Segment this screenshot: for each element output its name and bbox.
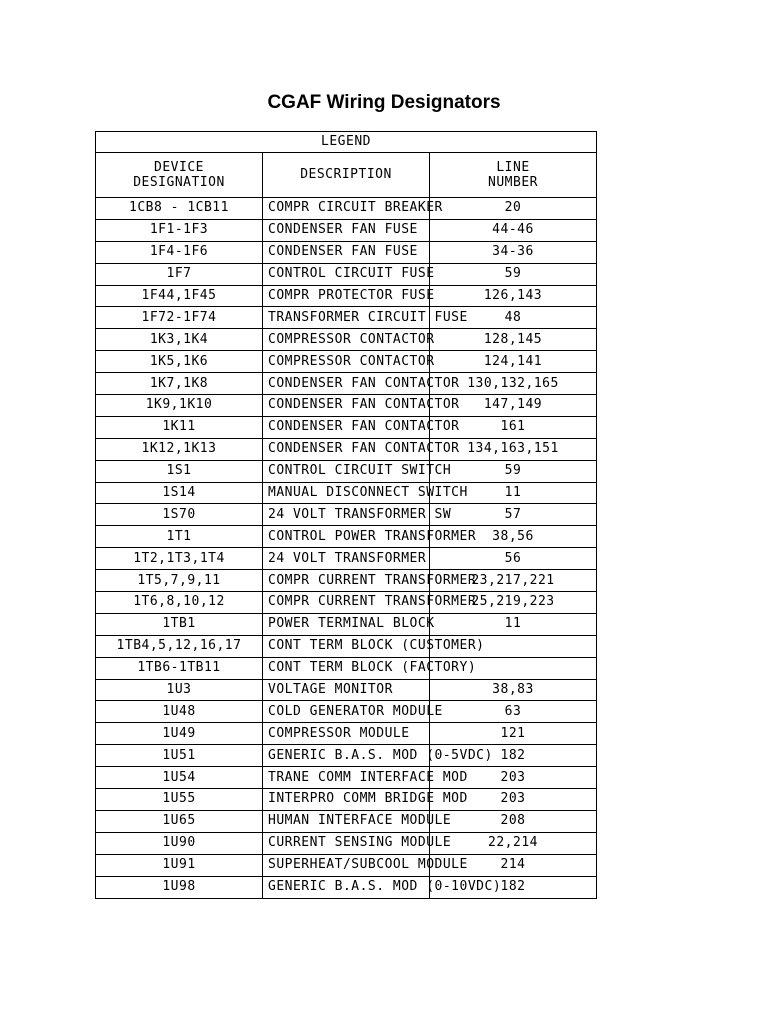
device-designation-cell: 1U91 [96,854,263,876]
table-row [96,526,597,548]
table-row [96,592,597,614]
device-designation-cell: 1T5,7,9,11 [96,570,263,592]
device-designation-cell: 1K11 [96,416,263,438]
description-cell: TRANSFORMER CIRCUIT FUSE [263,307,430,329]
device-designation-cell: 1CB8 - 1CB11 [96,198,263,220]
device-designation-cell: 1U65 [96,810,263,832]
device-designation-cell: 1F72-1F74 [96,307,263,329]
line-number-cell: 59 [430,263,597,285]
line-number-cell: 203 [430,767,597,789]
line-number-cell: 57 [430,504,597,526]
device-header-line1: DEVICE [154,160,204,175]
description-cell: CONTROL POWER TRANSFORMER [263,526,430,548]
table-row [96,263,597,285]
description-cell: 24 VOLT TRANSFORMER SW [263,504,430,526]
description-cell: COMPRESSOR CONTACTOR [263,351,430,373]
line-number-cell: 128,145 [430,329,597,351]
description-cell: CONT TERM BLOCK (FACTORY) [263,657,430,679]
line-number-cell: 126,143 [430,285,597,307]
description-cell: COMPR CIRCUIT BREAKER [263,198,430,220]
description-cell: HUMAN INTERFACE MODULE [263,810,430,832]
table-row [96,351,597,373]
line-number-cell: 121 [430,723,597,745]
table-row [96,745,597,767]
device-designation-cell: 1U48 [96,701,263,723]
table-row [96,679,597,701]
legend-heading: LEGEND [96,132,597,153]
line-number-cell: 208 [430,810,597,832]
device-designation-header [96,153,263,198]
description-cell: CONDENSER FAN FUSE [263,219,430,241]
line-number-cell: 56 [430,548,597,570]
line-number-cell: 130,132,165 [430,373,597,395]
device-designation-cell: 1F1-1F3 [96,219,263,241]
description-cell: CONDENSER FAN CONTACTOR [263,416,430,438]
line-number-cell: 38,83 [430,679,597,701]
line-number-cell: 11 [430,613,597,635]
description-cell: GENERIC B.A.S. MOD (0-5VDC) [263,745,430,767]
description-cell: INTERPRO COMM BRIDGE MOD [263,789,430,811]
device-designation-cell: 1U90 [96,832,263,854]
table-row [96,504,597,526]
table-row [96,307,597,329]
table-row [96,373,597,395]
description-cell: CONTROL CIRCUIT FUSE [263,263,430,285]
line-number-cell: 134,163,151 [430,438,597,460]
page-title: CGAF Wiring Designators [267,92,501,113]
description-cell: TRANE COMM INTERFACE MOD [263,767,430,789]
table-row [96,723,597,745]
description-cell: COMPRESSOR MODULE [263,723,430,745]
line-number-cell: 22,214 [430,832,597,854]
table-row [96,701,597,723]
table-row [96,482,597,504]
table-row [96,285,597,307]
line-number-cell: 20 [430,198,597,220]
table-row [96,219,597,241]
table-row [96,329,597,351]
description-cell: CONDENSER FAN CONTACTOR [263,373,430,395]
line-number-cell: 44-46 [430,219,597,241]
line-number-cell: 124,141 [430,351,597,373]
legend-row [96,132,597,153]
line-number-cell: 23,217,221 [430,570,597,592]
description-cell: VOLTAGE MONITOR [263,679,430,701]
description-cell: CONDENSER FAN CONTACTOR [263,395,430,417]
device-designation-cell: 1T1 [96,526,263,548]
device-designation-cell: 1K9,1K10 [96,395,263,417]
line-number-cell: 11 [430,482,597,504]
device-designation-cell: 1U51 [96,745,263,767]
device-designation-cell: 1T6,8,10,12 [96,592,263,614]
table-row [96,613,597,635]
device-designation-cell: 1U49 [96,723,263,745]
device-designation-cell: 1U55 [96,789,263,811]
description-cell: COMPR CURRENT TRANSFORMER [263,570,430,592]
table-row [96,460,597,482]
table-row [96,548,597,570]
device-designation-cell: 1S70 [96,504,263,526]
device-designation-cell: 1F4-1F6 [96,241,263,263]
description-cell: POWER TERMINAL BLOCK [263,613,430,635]
description-cell: SUPERHEAT/SUBCOOL MODULE [263,854,430,876]
device-designation-cell: 1S14 [96,482,263,504]
line-number-cell: 25,219,223 [430,592,597,614]
line-number-cell: 182 [430,745,597,767]
device-designation-cell: 1TB1 [96,613,263,635]
description-cell: GENERIC B.A.S. MOD (0-10VDC) [263,876,430,898]
device-designation-cell: 1K7,1K8 [96,373,263,395]
table-row [96,810,597,832]
description-cell: CURRENT SENSING MODULE [263,832,430,854]
description-cell: CONDENSER FAN CONTACTOR [263,438,430,460]
header-row [96,153,597,198]
line-number-cell: 34-36 [430,241,597,263]
description-cell: 24 VOLT TRANSFORMER [263,548,430,570]
device-designation-cell: 1U3 [96,679,263,701]
table-row [96,767,597,789]
device-designation-cell: 1S1 [96,460,263,482]
device-designation-cell: 1K12,1K13 [96,438,263,460]
table-row [96,416,597,438]
device-designation-cell: 1U98 [96,876,263,898]
device-designation-cell: 1U54 [96,767,263,789]
table-row [96,395,597,417]
table-row [96,570,597,592]
device-designation-cell: 1TB6-1TB11 [96,657,263,679]
line-header-line1: LINE [496,160,530,175]
device-designation-cell: 1K3,1K4 [96,329,263,351]
device-designation-cell: 1TB4,5,12,16,17 [96,635,263,657]
table-row [96,854,597,876]
table-row [96,832,597,854]
description-cell: CONDENSER FAN FUSE [263,241,430,263]
description-cell: CONTROL CIRCUIT SWITCH [263,460,430,482]
line-number-cell: 38,56 [430,526,597,548]
line-number-header [430,153,597,198]
legend-table [95,131,597,899]
device-designation-cell: 1F7 [96,263,263,285]
table-row [96,438,597,460]
legend-table-body [96,198,597,899]
description-cell: COMPRESSOR CONTACTOR [263,329,430,351]
description-cell: COMPR CURRENT TRANSFORMER [263,592,430,614]
device-designation-cell: 1F44,1F45 [96,285,263,307]
line-number-cell: 161 [430,416,597,438]
description-cell: MANUAL DISCONNECT SWITCH [263,482,430,504]
description-header: DESCRIPTION [263,153,430,198]
line-number-cell: 59 [430,460,597,482]
device-header-line2: DESIGNATION [133,175,225,190]
line-number-cell: 182 [430,876,597,898]
table-row [96,876,597,898]
line-number-cell: 48 [430,307,597,329]
table-row [96,241,597,263]
line-number-cell: 63 [430,701,597,723]
device-designation-cell: 1T2,1T3,1T4 [96,548,263,570]
line-header-line2: NUMBER [488,175,538,190]
device-designation-cell: 1K5,1K6 [96,351,263,373]
table-row [96,635,597,657]
description-cell: CONT TERM BLOCK (CUSTOMER) [263,635,430,657]
description-cell: COLD GENERATOR MODULE [263,701,430,723]
table-row [96,657,597,679]
table-row [96,198,597,220]
line-number-cell: 203 [430,789,597,811]
line-number-cell: 214 [430,854,597,876]
table-row [96,789,597,811]
description-cell: COMPR PROTECTOR FUSE [263,285,430,307]
line-number-cell: 147,149 [430,395,597,417]
